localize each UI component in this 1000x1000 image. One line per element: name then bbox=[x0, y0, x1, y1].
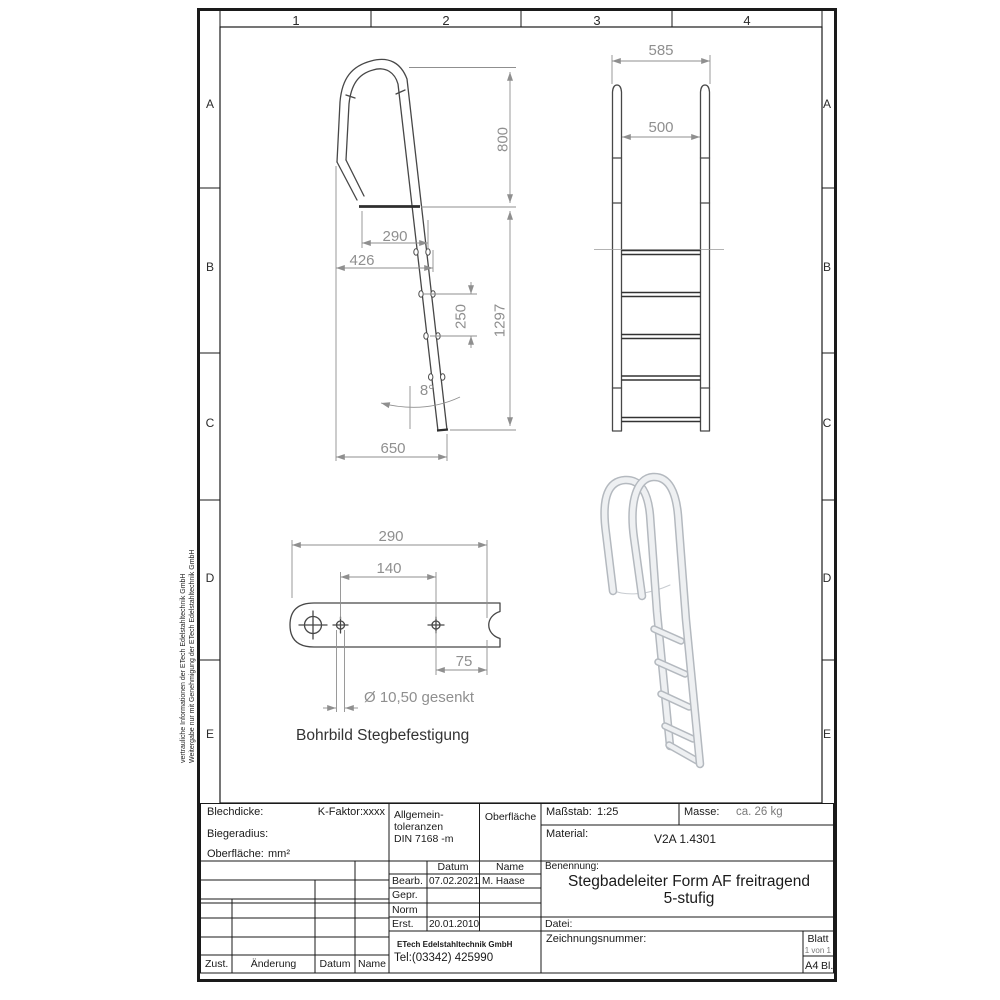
tolerance-line-1: Allgemein- bbox=[394, 809, 444, 821]
tolerance-line-3: DIN 7168 -m bbox=[394, 833, 454, 845]
approval-row-label: Gepr. bbox=[392, 889, 418, 901]
dim-front-500: 500 bbox=[648, 119, 674, 136]
side-view-outline bbox=[337, 59, 448, 431]
rev-datum-label: Datum bbox=[319, 957, 351, 970]
datei-label: Datei: bbox=[545, 917, 573, 930]
company-name: ETech Edelstahltechnik GmbH bbox=[397, 939, 513, 949]
zone-row-c-left: C bbox=[205, 416, 215, 430]
zone-row-a-right: A bbox=[822, 97, 831, 111]
material-label: Material: bbox=[546, 828, 589, 840]
zone-row-b-right: B bbox=[822, 260, 831, 274]
dim-side-250: 250 bbox=[452, 303, 470, 330]
zone-row-d-left: D bbox=[205, 571, 215, 585]
k-faktor-value: K-Faktor:xxxx bbox=[317, 806, 385, 818]
massstab-label: Maßstab: bbox=[546, 806, 592, 818]
approval-row-datum: 07.02.2021 bbox=[429, 876, 480, 887]
zone-column-1: 1 bbox=[292, 13, 300, 28]
zone-column-2: 2 bbox=[442, 13, 450, 28]
dim-bohr-140: 140 bbox=[376, 560, 402, 577]
approval-row-datum: 20.01.2010 bbox=[429, 919, 480, 930]
zone-column-4: 4 bbox=[743, 13, 751, 28]
format-value: A4 bbox=[805, 959, 819, 972]
zone-row-e-left: E bbox=[205, 727, 214, 741]
approval-name-header: Name bbox=[495, 861, 524, 873]
approval-row-label: Erst. bbox=[392, 918, 414, 930]
dim-bohr-75: 75 bbox=[455, 653, 473, 670]
dim-side-426: 426 bbox=[349, 252, 375, 269]
benennung-label: Benennung: bbox=[545, 861, 599, 872]
biegeradius-label: Biegeradius: bbox=[207, 828, 269, 840]
oberflaeche-header: Oberfläche bbox=[484, 811, 537, 823]
masse-label: Masse: bbox=[684, 806, 720, 818]
zone-row-a-left: A bbox=[205, 97, 214, 111]
approval-row-name: M. Haase bbox=[482, 876, 525, 887]
oberflaeche-value: mm² bbox=[268, 848, 290, 860]
part-title-line-1: Stegbadeleiter Form AF freitragend bbox=[567, 873, 811, 890]
zeichnungsnummer-label: Zeichnungsnummer: bbox=[546, 932, 647, 945]
dim-front-585: 585 bbox=[648, 42, 674, 59]
confidential-note bbox=[180, 550, 197, 763]
iso-view bbox=[605, 477, 700, 764]
company-phone: Tel:(03342) 425990 bbox=[394, 951, 494, 964]
masse-value: ca. 26 kg bbox=[736, 806, 783, 818]
confidential-line-2: Weitergabe nur mit Genehmigung der ETech Edelstahltechnik GmbH bbox=[188, 549, 196, 763]
approval-datum-header: Datum bbox=[437, 861, 469, 873]
oberflaeche-label: Oberfläche: bbox=[207, 848, 264, 860]
blechdicke-label: Blechdicke: bbox=[207, 806, 264, 818]
massstab-value: 1:25 bbox=[597, 806, 619, 818]
material-value: V2A 1.4301 bbox=[653, 832, 717, 846]
dim-side-290: 290 bbox=[382, 228, 408, 245]
zone-row-c-right: C bbox=[822, 416, 832, 430]
dim-side-800: 800 bbox=[494, 126, 512, 153]
dim-side-angle: 8° bbox=[419, 382, 435, 399]
rev-aenderung-label: Änderung bbox=[250, 957, 297, 970]
part-title-line-2: 5-stufig bbox=[663, 890, 715, 907]
hole-diameter-note: Ø 10,50 gesenkt bbox=[364, 689, 475, 706]
zone-column-3: 3 bbox=[593, 13, 601, 28]
zone-row-e-right: E bbox=[822, 727, 831, 741]
blatt-label: Blatt bbox=[807, 932, 829, 945]
dim-bohr-290: 290 bbox=[378, 528, 404, 545]
confidential-line-1: vertrauliche Informationen der ETech Edelstahltechnik GmbH bbox=[180, 573, 187, 763]
approval-row-label: Bearb. bbox=[392, 875, 423, 887]
front-rungs bbox=[622, 251, 701, 422]
zone-row-b-left: B bbox=[205, 260, 214, 274]
approval-row-label: Norm bbox=[392, 903, 418, 916]
dim-side-1297: 1297 bbox=[491, 303, 509, 338]
bohrbild-caption: Bohrbild Stegbefestigung bbox=[296, 727, 470, 744]
blatt-value: 1 von 1 bbox=[804, 945, 831, 955]
rev-name-label: Name bbox=[357, 957, 386, 970]
zone-row-d-right: D bbox=[822, 571, 832, 585]
tolerance-line-2: toleranzen bbox=[394, 821, 444, 833]
rev-zust-label: Zust. bbox=[205, 957, 229, 970]
dim-side-650: 650 bbox=[380, 440, 406, 457]
bohrbild-outline bbox=[290, 603, 500, 647]
blatt-suffix: Bl. bbox=[821, 959, 834, 972]
